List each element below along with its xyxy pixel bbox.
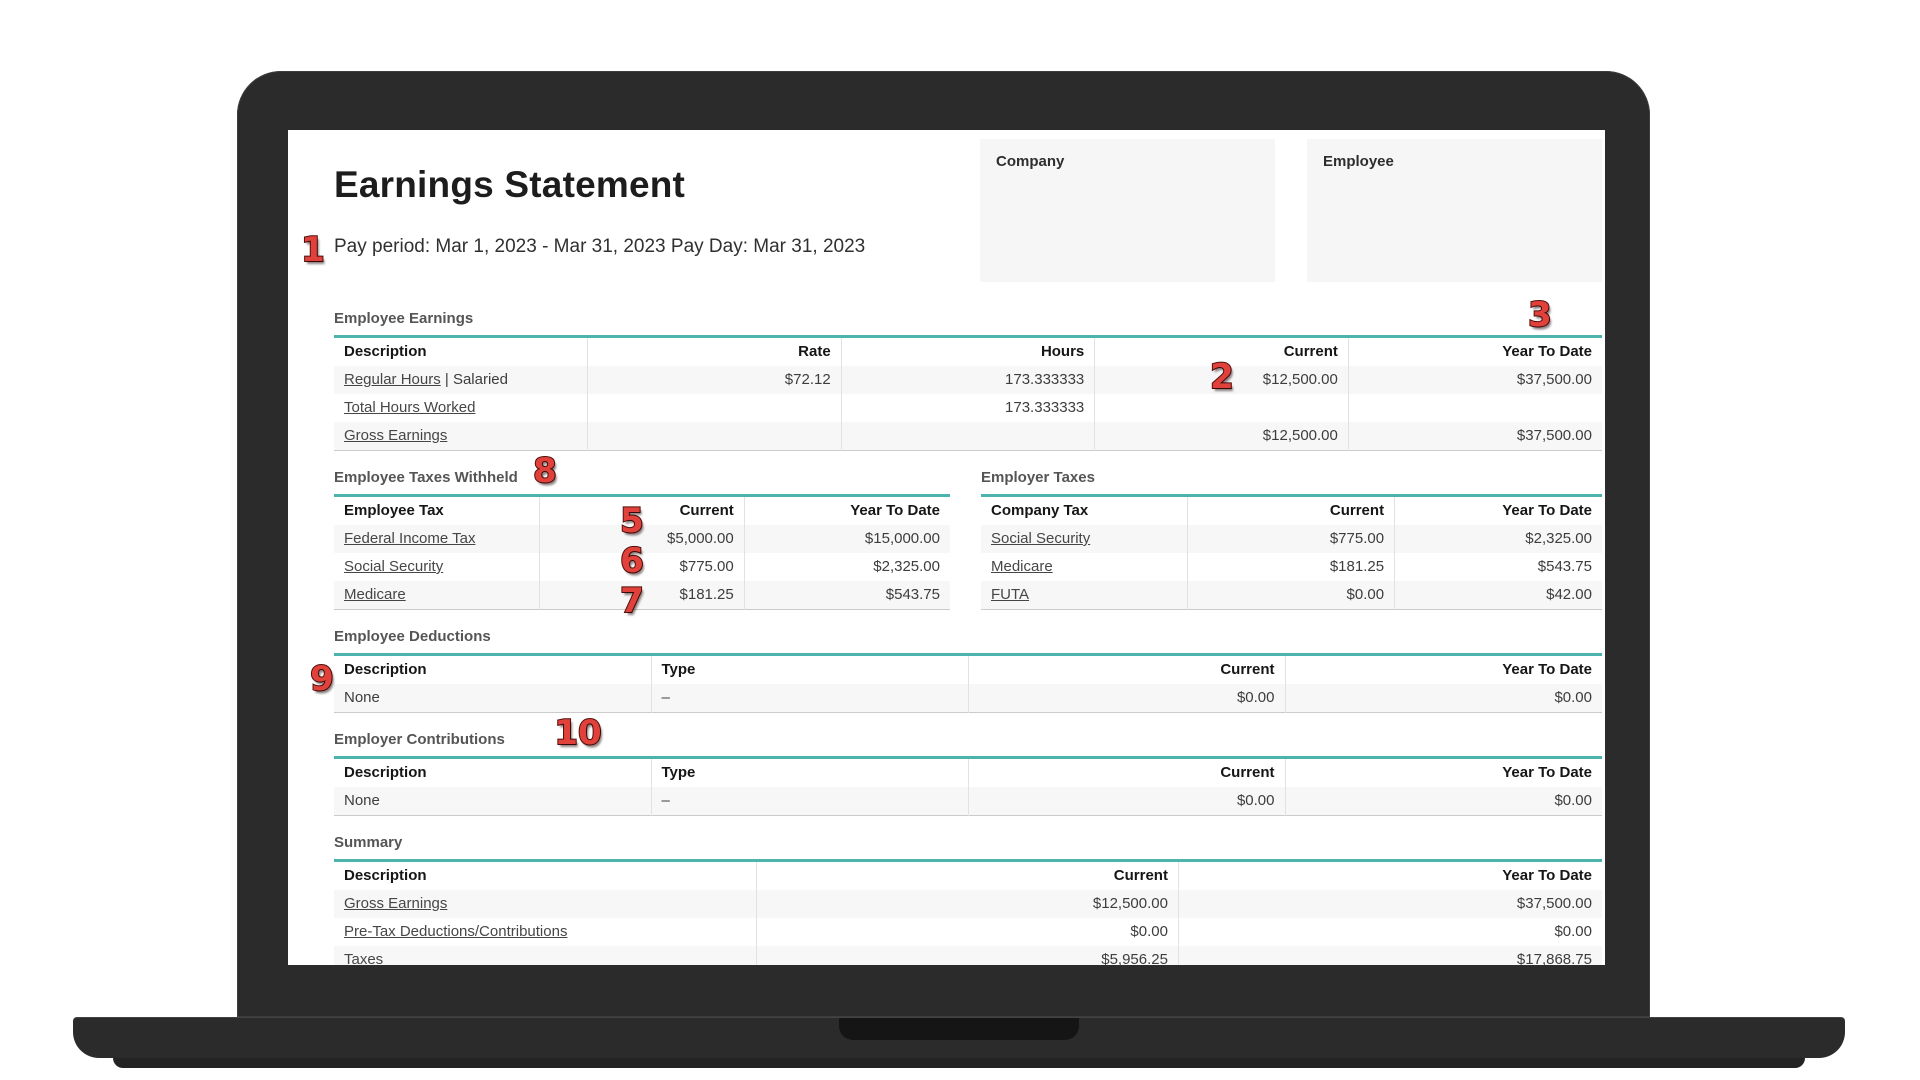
earnings-statement-document — [288, 130, 1605, 965]
col-header-rate: Rate — [588, 337, 842, 367]
medicare-link[interactable]: Medicare — [991, 558, 1053, 575]
employer-contributions-table — [334, 756, 1602, 816]
cell-rate: $72.12 — [588, 366, 842, 394]
laptop-frame — [237, 71, 1650, 1017]
medicare-link[interactable]: Medicare — [344, 586, 406, 603]
laptop-base-lip — [113, 1058, 1805, 1068]
col-header-ytd: Year To Date — [1285, 655, 1602, 685]
cell-rate — [588, 422, 842, 451]
company-label: Company — [996, 153, 1065, 170]
party-boxes — [980, 130, 1602, 282]
cell-current — [1095, 394, 1349, 422]
cell-ytd: $37,500.00 — [1178, 890, 1602, 918]
cell-ytd: $2,325.00 — [1395, 525, 1602, 553]
federal-income-tax-link[interactable]: Federal Income Tax — [344, 530, 476, 547]
cell-current: $775.00 — [539, 553, 744, 581]
title-block — [334, 130, 865, 260]
social-security-link[interactable]: Social Security — [991, 530, 1091, 547]
annotation-marker-9: 9 — [310, 659, 334, 699]
section-title-summary: Summary — [334, 834, 403, 851]
section-title-employer-contributions: Employer Contributions — [334, 731, 505, 748]
cell-hours — [841, 422, 1095, 451]
col-header-current: Current — [1188, 496, 1395, 526]
employee-deductions-table — [334, 653, 1602, 713]
cell-ytd: $0.00 — [1285, 684, 1602, 713]
cell-current: $5,956.25 — [756, 946, 1178, 965]
annotation-marker-10: 10 — [554, 713, 602, 753]
cell-ytd: $17,868.75 — [1178, 946, 1602, 965]
col-header-hours: Hours — [841, 337, 1095, 367]
cell-type: – — [651, 787, 968, 816]
col-header-current: Current — [756, 861, 1178, 891]
cell-current: $12,500.00 — [756, 890, 1178, 918]
table-row — [334, 890, 1602, 918]
document-header — [334, 130, 1602, 282]
col-header-description: Description — [344, 343, 427, 360]
taxes-link[interactable]: Taxes — [344, 951, 384, 965]
taxes-section — [334, 451, 1602, 610]
gross-earnings-link[interactable]: Gross Earnings — [344, 895, 448, 912]
cell-current: $181.25 — [1188, 553, 1395, 581]
row-suffix: | Salaried — [440, 371, 508, 388]
cell-current: $0.00 — [1188, 581, 1395, 610]
employer-taxes-column — [981, 451, 1602, 610]
col-header-company-tax: Company Tax — [991, 502, 1089, 519]
annotation-marker-2: 2 — [1210, 357, 1234, 397]
col-header-ytd: Year To Date — [744, 496, 950, 526]
annotation-marker-1: 1 — [301, 230, 325, 270]
table-row — [334, 918, 1602, 946]
cell-ytd: $15,000.00 — [744, 525, 950, 553]
col-header-description: Description — [344, 661, 427, 678]
screen — [288, 130, 1605, 965]
annotation-marker-3: 3 — [1528, 295, 1552, 335]
gross-earnings-link[interactable]: Gross Earnings — [344, 427, 448, 444]
cell-current: $5,000.00 — [539, 525, 744, 553]
cell-ytd: $0.00 — [1178, 918, 1602, 946]
table-row — [334, 394, 1602, 422]
cell-current: $0.00 — [756, 918, 1178, 946]
col-header-current: Current — [968, 655, 1285, 685]
col-header-current: Current — [539, 496, 744, 526]
cell-ytd — [1348, 394, 1602, 422]
annotation-marker-6: 6 — [620, 541, 644, 581]
cell-type: – — [651, 684, 968, 713]
cell-current: $775.00 — [1188, 525, 1395, 553]
cell-ytd: $543.75 — [744, 581, 950, 610]
cell-ytd: $0.00 — [1285, 787, 1602, 816]
page-title: Earnings Statement — [334, 164, 686, 205]
employee-label: Employee — [1323, 153, 1394, 170]
section-title-employer-taxes: Employer Taxes — [981, 469, 1095, 486]
total-hours-worked-link[interactable]: Total Hours Worked — [344, 399, 476, 416]
regular-hours-link[interactable]: Regular Hours — [344, 371, 441, 388]
table-row — [334, 366, 1602, 394]
cell-rate — [588, 394, 842, 422]
table-header-row — [334, 655, 1602, 685]
col-header-ytd: Year To Date — [1348, 337, 1602, 367]
table-row — [981, 525, 1602, 553]
cell-hours: 173.333333 — [841, 366, 1095, 394]
cell-ytd: $37,500.00 — [1348, 422, 1602, 451]
col-header-description: Description — [344, 867, 427, 884]
employee-box — [1307, 139, 1602, 282]
cell-current: $0.00 — [968, 787, 1285, 816]
table-header-row — [334, 758, 1602, 788]
social-security-link[interactable]: Social Security — [344, 558, 444, 575]
cell-ytd: $543.75 — [1395, 553, 1602, 581]
table-header-row — [334, 337, 1602, 367]
section-title-employee-taxes: Employee Taxes Withheld — [334, 469, 518, 486]
col-header-employee-tax: Employee Tax — [344, 502, 444, 519]
cell-ytd: $2,325.00 — [744, 553, 950, 581]
cell-description: None — [344, 689, 380, 706]
col-header-current: Current — [1095, 337, 1349, 367]
laptop-base-notch — [839, 1018, 1079, 1040]
col-header-type: Type — [651, 758, 968, 788]
cell-description: None — [344, 792, 380, 809]
cell-current: $0.00 — [968, 684, 1285, 713]
earnings-table — [334, 335, 1602, 451]
table-row — [334, 684, 1602, 713]
cell-current: $12,500.00 — [1095, 422, 1349, 451]
col-header-type: Type — [651, 655, 968, 685]
table-row — [981, 553, 1602, 581]
cell-current: $181.25 — [539, 581, 744, 610]
col-header-description: Description — [344, 764, 427, 781]
section-title-employee-deductions: Employee Deductions — [334, 628, 491, 645]
table-header-row — [981, 496, 1602, 526]
annotation-marker-8: 8 — [533, 451, 557, 491]
annotation-marker-5: 5 — [620, 501, 644, 541]
pretax-deductions-link[interactable]: Pre-Tax Deductions/Contributions — [344, 923, 568, 940]
company-box — [980, 139, 1275, 282]
annotation-marker-7: 7 — [620, 581, 644, 621]
cell-hours: 173.333333 — [841, 394, 1095, 422]
cell-current: $12,500.00 — [1095, 366, 1349, 394]
table-row — [334, 422, 1602, 451]
table-header-row — [334, 861, 1602, 891]
table-row — [334, 946, 1602, 965]
cell-ytd: $42.00 — [1395, 581, 1602, 610]
pay-period-text: Pay period: Mar 1, 2023 - Mar 31, 2023 Pay Day: Mar 31, 2023 — [334, 236, 866, 257]
section-title-employee-earnings: Employee Earnings — [334, 310, 474, 327]
col-header-ytd: Year To Date — [1178, 861, 1602, 891]
col-header-current: Current — [968, 758, 1285, 788]
futa-link[interactable]: FUTA — [991, 586, 1030, 603]
col-header-ytd: Year To Date — [1395, 496, 1602, 526]
col-header-ytd: Year To Date — [1285, 758, 1602, 788]
table-row — [334, 787, 1602, 816]
cell-ytd: $37,500.00 — [1348, 366, 1602, 394]
summary-table — [334, 859, 1602, 965]
table-row — [981, 581, 1602, 610]
employer-taxes-table — [981, 494, 1602, 610]
laptop-base — [73, 1017, 1845, 1058]
